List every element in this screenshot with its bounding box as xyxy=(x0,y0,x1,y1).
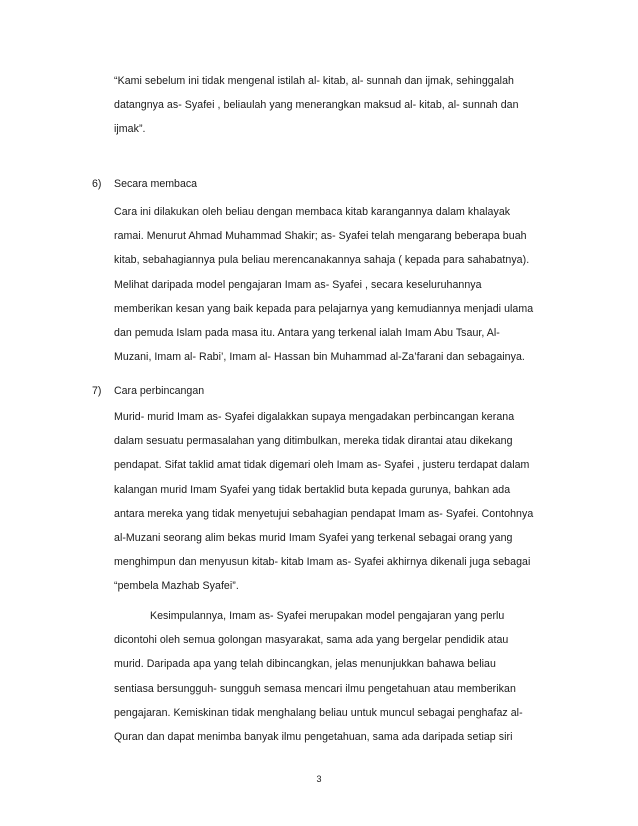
paragraph-line: datangnya as- Syafei , beliaulah yang menerangkan maksud al- kitab, al- sunnah dan xyxy=(114,99,519,112)
section-7-paragraph xyxy=(114,405,584,599)
paragraph-line: menghimpun dan menyusun kitab- kitab Imam as- Syafei akhirnya dikenali juga sebagai xyxy=(114,556,531,569)
conclusion-paragraph xyxy=(114,604,584,749)
page-number: 3 xyxy=(316,774,322,784)
paragraph-line: Kesimpulannya, Imam as- Syafei merupakan model pengajaran yang perlu xyxy=(150,610,505,622)
paragraph-line: Cara ini dilakukan oleh beliau dengan membaca kitab karangannya dalam khalayak xyxy=(114,206,511,218)
section-6-paragraph xyxy=(114,200,584,369)
paragraph-line: kalangan murid Imam Syafei yang tidak bertaklid buta kepada gurunya, bahkan ada xyxy=(114,483,511,496)
paragraph-line: memberikan kesan yang baik kepada para pelajarnya yang kemudiannya menjadi ulama xyxy=(114,302,534,315)
paragraph-line: “pembela Mazhab Syafei”. xyxy=(114,580,239,593)
paragraph-line: sentiasa bersungguh- sungguh semasa mencari ilmu pengetahuan atau memberikan xyxy=(114,682,516,695)
paragraph-line: Murid- murid Imam as- Syafei digalakkan supaya mengadakan perbincangan kerana xyxy=(114,411,515,423)
paragraph-line: dicontohi oleh semua golongan masyarakat, sama ada yang bergelar pendidik atau xyxy=(114,634,509,647)
paragraph-line: ramai. Menurut Ahmad Muhammad Shakir; as- Syafei telah mengarang beberapa buah xyxy=(114,230,527,243)
section-6-title: Secara membaca xyxy=(114,178,198,190)
paragraph-line: antara mereka yang tidak menyetujui sebahagian pendapat Imam as- Syafei. Contohnya xyxy=(114,507,534,520)
section-7-number: 7) xyxy=(92,385,102,397)
paragraph-line: Quran dan dapat menimba banyak ilmu pengetahuan, sama ada daripada setiap siri xyxy=(114,731,513,744)
paragraph-line: kitab, sebahagiannya pula beliau merencanakannya sahaja ( kepada para sahabatnya). xyxy=(114,254,530,267)
paragraph-line: al-Muzani seorang alim bekas murid Imam Syafei yang terkenal sebagai orang yang xyxy=(114,532,513,545)
paragraph-line: ijmak”. xyxy=(114,123,146,136)
section-7-heading xyxy=(92,383,204,399)
paragraph-line: pendapat. Sifat taklid amat tidak digemari oleh Imam as- Syafei , justeru terdapat dalam xyxy=(114,459,530,472)
paragraph-line: Melihat daripada model pengajaran Imam as- Syafei , secara keseluruhannya xyxy=(114,278,482,291)
paragraph-line: Muzani, Imam al- Rabi’, Imam al- Hassan bin Muhammad al-Za’farani dan sebagainya. xyxy=(114,351,525,364)
quote-paragraph xyxy=(114,69,584,142)
paragraph-line: murid. Daripada apa yang telah dibincangkan, jelas menunjukkan bahawa beliau xyxy=(114,658,496,671)
section-6-number: 6) xyxy=(92,178,102,190)
paragraph-line: pengajaran. Kemiskinan tidak menghalang beliau untuk muncul sebagai penghafaz al- xyxy=(114,706,523,719)
paragraph-line: dan pemuda Islam pada masa itu. Antara yang terkenal ialah Imam Abu Tsaur, Al- xyxy=(114,327,500,340)
paragraph-line: “Kami sebelum ini tidak mengenal istilah al- kitab, al- sunnah dan ijmak, sehinggalah xyxy=(114,75,514,87)
section-7-title: Cara perbincangan xyxy=(114,385,205,397)
section-6-heading xyxy=(92,176,197,192)
paragraph-line: dalam sesuatu permasalahan yang ditimbulkan, mereka tidak dirantai atau dikekang xyxy=(114,435,513,448)
